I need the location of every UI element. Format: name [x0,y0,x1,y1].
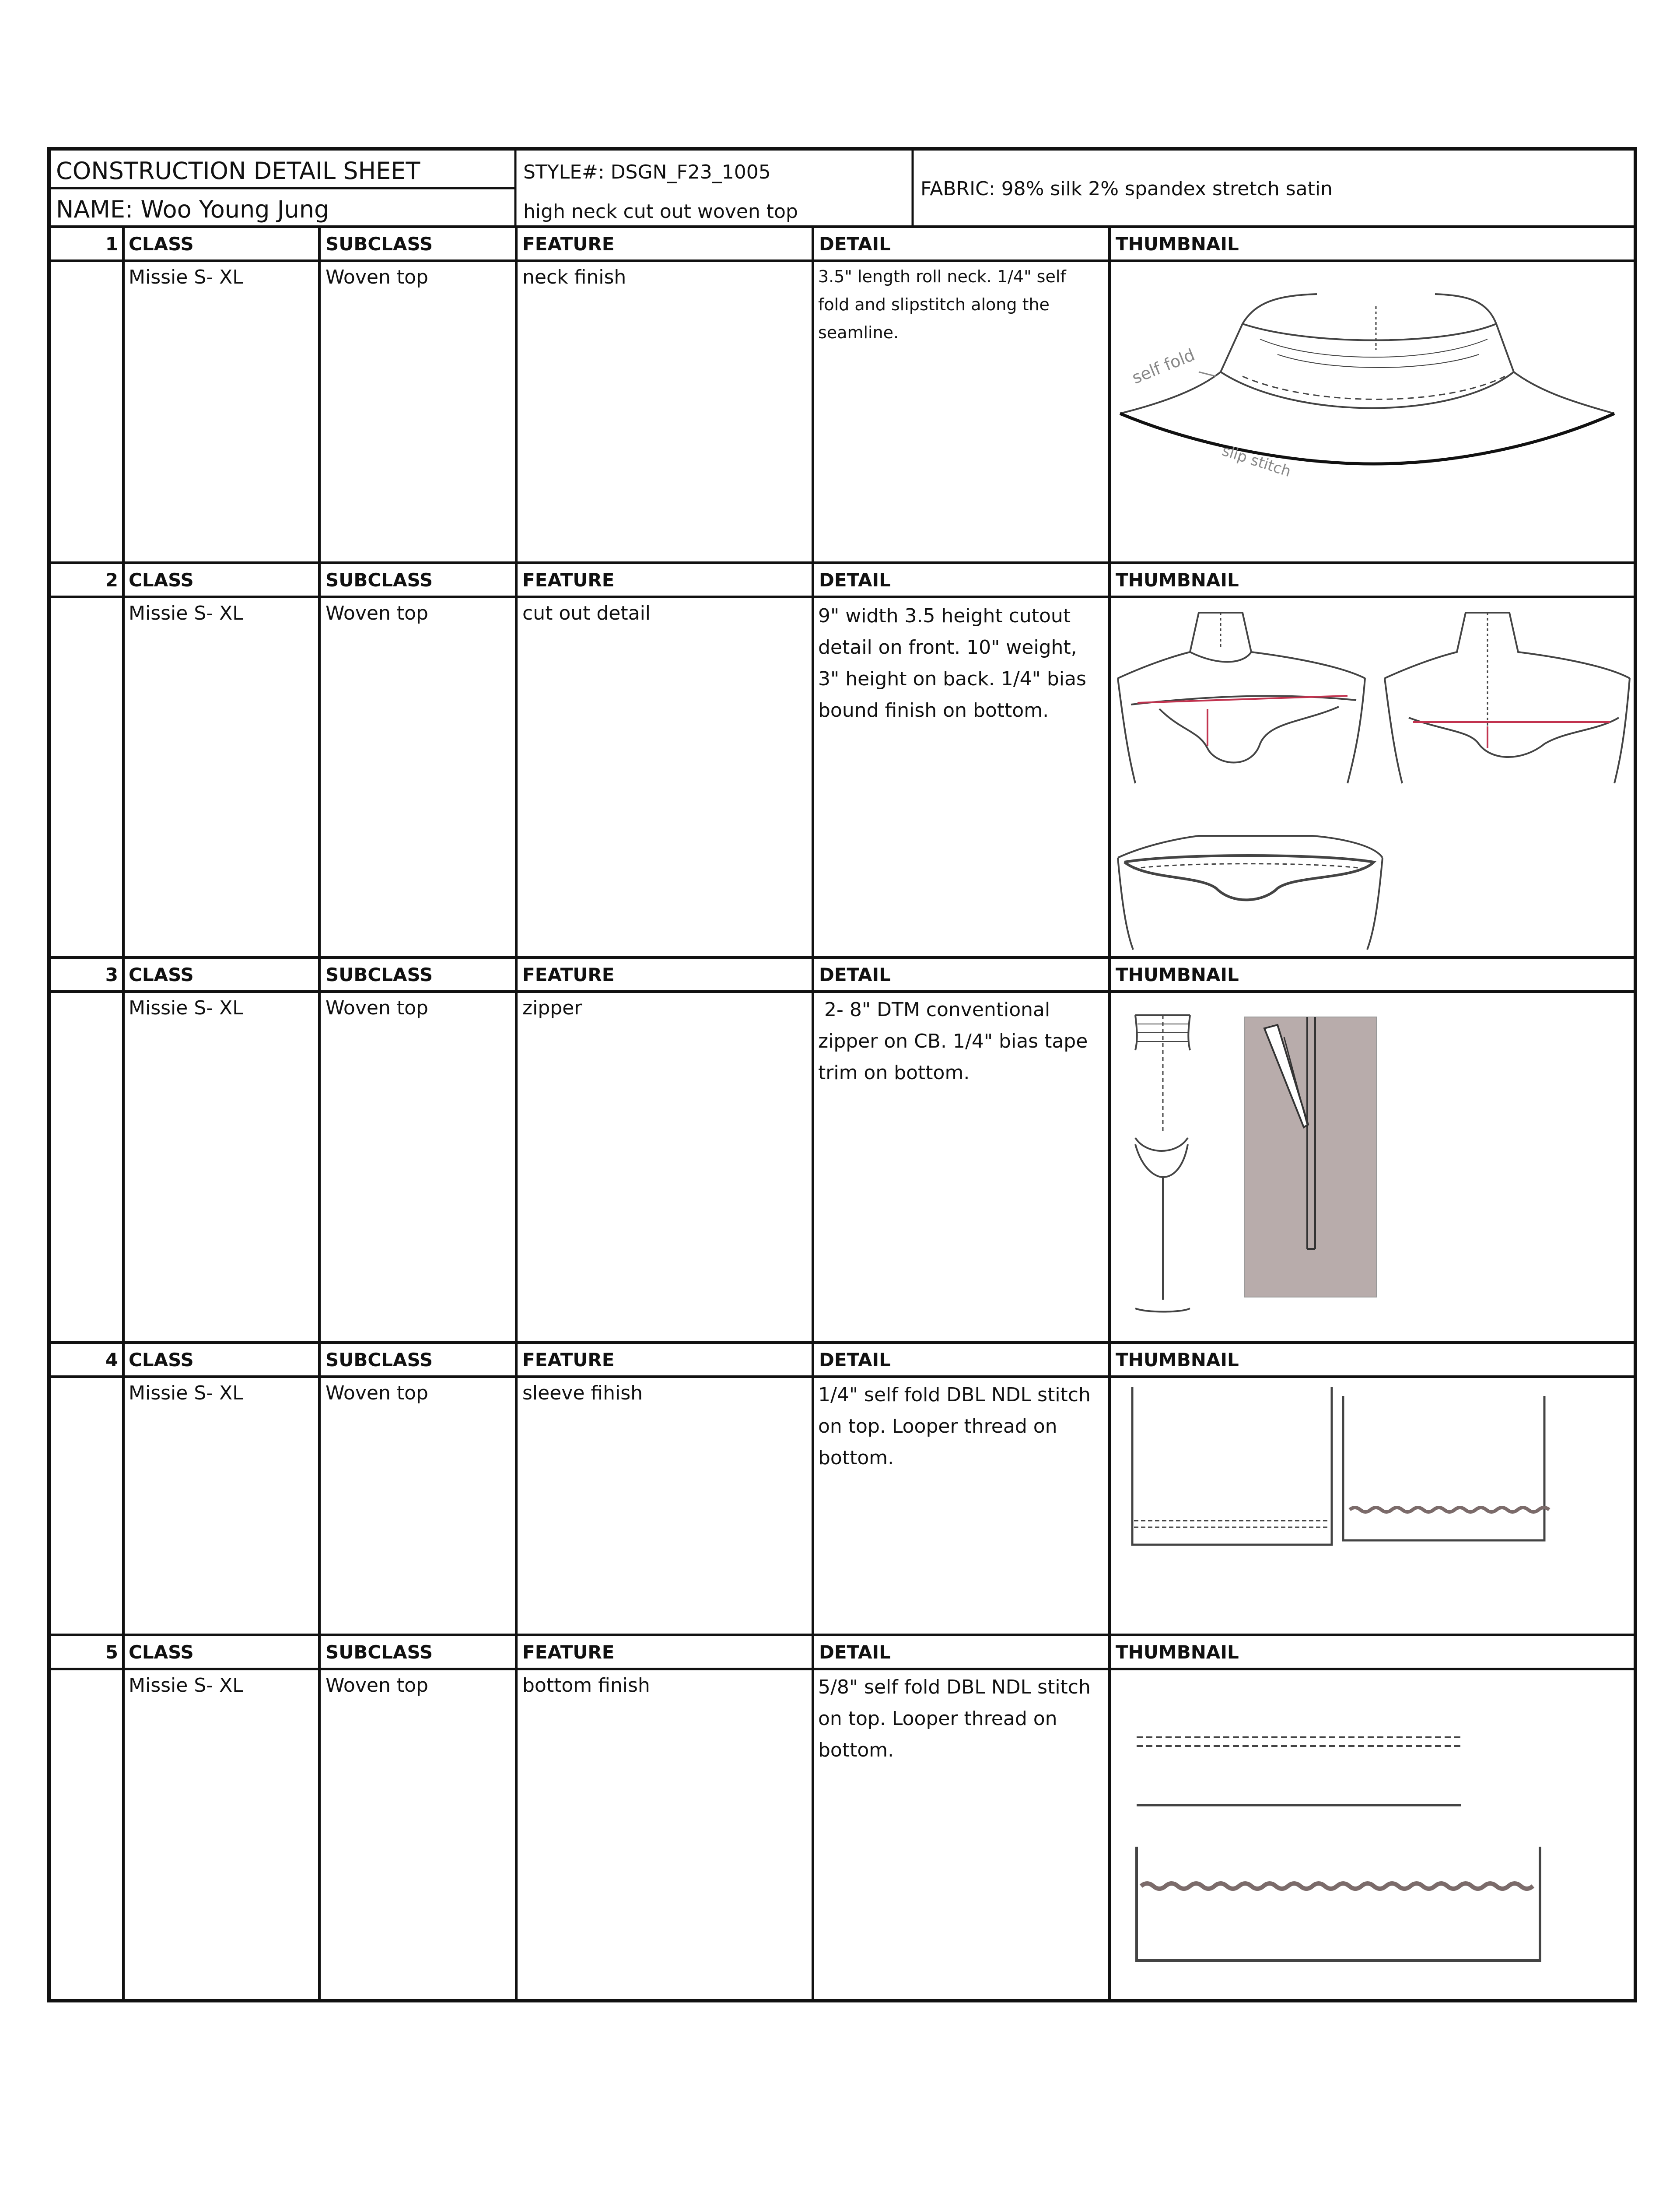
detail-value: 2- 8" DTM conventional zipper on CB. 1/4" bias tape trim on bottom. [818,999,1094,1084]
detail-value: 1/4" self fold DBL NDL stitch on top. Looper thread on bottom. [818,1384,1091,1469]
column-header-detail: DETAIL [819,233,891,255]
column-header-detail: DETAIL [819,964,891,985]
row-number: 5 [105,1641,118,1663]
column-header-feature: FEATURE [522,233,615,255]
column-header-subclass: SUBCLASS [326,233,433,255]
neck-finish-sketch [1111,263,1632,560]
feature-value: bottom finish [522,1674,650,1697]
subclass-value: Woven top [326,266,428,288]
column-header-detail: DETAIL [819,569,891,591]
feature-value: cut out detail [522,602,651,624]
column-header-subclass: SUBCLASS [326,964,433,985]
subclass-value: Woven top [326,1674,428,1697]
column-header-subclass: SUBCLASS [326,1349,433,1371]
fabric-content: FABRIC: 98% silk 2% spandex stretch satin [920,178,1333,200]
column-header-detail: DETAIL [819,1349,891,1371]
detail-value: 5/8" self fold DBL NDL stitch on top. Looper thread on bottom. [818,1676,1091,1761]
class-value: Missie S- XL [129,997,243,1019]
row-number: 2 [105,569,118,591]
column-header-class: CLASS [129,1641,194,1663]
column-header-feature: FEATURE [522,1349,615,1371]
bottom-finish-sketch [1111,1672,1632,2000]
column-header-thumbnail: THUMBNAIL [1116,964,1239,985]
detail-value: 9" width 3.5 height cutout detail on front. 10" weight, 3" height on back. 1/4" bias bound finish on bottom. [818,605,1086,722]
class-value: Missie S- XL [129,1674,243,1697]
style-number: STYLE#: DSGN_F23_1005 [523,161,771,183]
detail-value: 3.5" length roll neck. 1/4" self fold and slipstitch along the seamline. [818,267,1066,342]
row-number: 4 [105,1349,118,1371]
cutout-detail-sketch [1111,600,1632,956]
feature-value: neck finish [522,266,626,288]
column-header-thumbnail: THUMBNAIL [1116,1641,1239,1663]
column-header-class: CLASS [129,964,194,985]
column-header-detail: DETAIL [819,1641,891,1663]
feature-value: sleeve fihish [522,1382,643,1404]
column-header-thumbnail: THUMBNAIL [1116,1349,1239,1371]
class-value: Missie S- XL [129,266,243,288]
class-value: Missie S- XL [129,1382,243,1404]
sheet-title: CONSTRUCTION DETAIL SHEET [56,157,420,185]
annotation-slip-stitch: slip stitch [1220,442,1293,481]
column-header-thumbnail: THUMBNAIL [1116,569,1239,591]
zipper-sketch [1111,993,1632,1341]
sleeve-finish-sketch [1111,1378,1632,1634]
column-header-feature: FEATURE [522,569,615,591]
subclass-value: Woven top [326,1382,428,1404]
column-header-subclass: SUBCLASS [326,569,433,591]
designer-name: NAME: Woo Young Jung [56,196,329,223]
column-header-feature: FEATURE [522,964,615,985]
style-description: high neck cut out woven top [523,200,798,223]
annotation-self-fold: self fold [1129,345,1198,388]
subclass-value: Woven top [326,997,428,1019]
column-header-class: CLASS [129,569,194,591]
class-value: Missie S- XL [129,602,243,624]
column-header-subclass: SUBCLASS [326,1641,433,1663]
row-number: 1 [105,233,118,255]
feature-value: zipper [522,997,582,1019]
column-header-feature: FEATURE [522,1641,615,1663]
subclass-value: Woven top [326,602,428,624]
column-header-thumbnail: THUMBNAIL [1116,233,1239,255]
column-header-class: CLASS [129,233,194,255]
column-header-class: CLASS [129,1349,194,1371]
row-number: 3 [105,964,118,985]
